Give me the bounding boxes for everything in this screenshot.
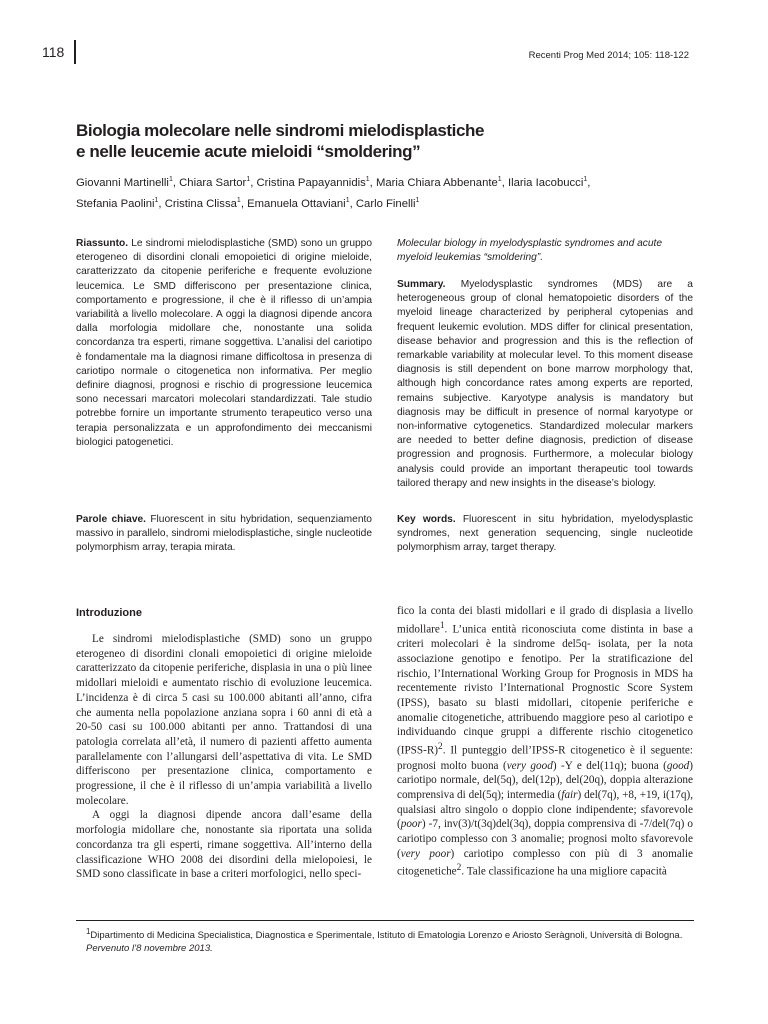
author: Giovanni Martinelli$^1$,: [76, 176, 180, 189]
footnote-divider: [76, 920, 694, 921]
body-paragraph: Le sindromi mielodisplastiche (SMD) sono un gruppo eterogeneo di disordini clonali emopoietici di origine mieloide caratterizzato da citopenie periferiche, displasia in una o più linee midollari mieloidi e aumentato rischio di evoluzione leucemica. L’incidenza è di circa 5 casi su 100.000 abitanti all’anno, cifra che aumenta nella popolazione anziana sopra i 60 anni di età a 20-50 casi su 100.000 abitanti per anno. Trattandosi di una patologia correlata all’età, il numero di pazienti affetto aumenta parallelamente con l’allungarsi dell’aspettativa di vita. Le SMD differiscono per presentazione clinica, comportamento e progressione, il che è il riflesso di un’ampia variabilità a livello molecolare.: [76, 633, 372, 807]
section-heading-introduction: Introduzione: [76, 607, 142, 619]
abstract-english-text: Myelodysplastic syndromes (MDS) are a heterogeneous group of clonal hematopoietic disorders of the myeloid lineage characterized by peripheral cytopenias and frequent leukemic evolution. MDS differ for clinical presentation, disease behavior and progression and this is the reflection of remarkable variability at molecular level. To this moment disease diagnosis is still dependent on bone marrow morphology that, although high concordance rates among experts are reported, remains subjective. Karyotype analysis is mandatory but diagnosis may be difficult in presence of normal karyotype or non-informative cytogenetics. Standardized molecular markers are needed to better define diagnosis, prediction of disease progression and prognosis. Furthermore, a molecular biology analysis could provide an important therapeutic tool towards tailored therapy and new insights in the disease’s biology.: [397, 279, 693, 489]
keywords-italian-text: Fluorescent in situ hybridation, sequenziamento massivo in parallelo, sindromi mielodisplastiche, single nucleotide polymorphism array, terapia mirata.: [76, 514, 372, 554]
keywords-italian-label: Parole chiave.: [76, 514, 146, 525]
article-title-line-2: e nelle leucemie acute mieloidi “smoldering”: [76, 142, 421, 161]
received-date: Pervenuto l’8 novembre 2013.: [86, 942, 213, 954]
author: Carlo Finelli$^1$: [355, 196, 420, 210]
author: Maria Chiara Abbenante$^1$,: [375, 176, 508, 189]
author: Emanuela Ottaviani$^1$,: [247, 196, 356, 210]
author: Cristina Clissa$^1$,: [164, 196, 248, 210]
body-column-right: [397, 604, 693, 880]
author: Ilaria Iacobucci$^1$,: [507, 176, 591, 189]
citation: 2: [438, 742, 443, 753]
citation: 1: [439, 620, 445, 631]
author: Chiara Sartor$^1$,: [179, 176, 257, 189]
abstract-italian-text: Le sindromi mielodisplastiche (SMD) sono un gruppo eterogeneo di disordini clonali emopoietici di origine mieloide, caratterizzato da citopenie periferiche e frequente evoluzione leucemica. Le SMD differiscono per presentazione clinica, comportamento e progressione, il che è il riflesso di un’ampia variabilità a livello molecolare. A oggi la diagnosi dipende ancora dalla morfologia midollare che, nonostante una solida concordanza tra esperti, rimane soggettiva. L’analisi del cariotipo è fondamentale ma la diagnosi rimane difficoltosa in presenza di cariotipo normale o citogenetica non informativa. Per meglio definire diagnosi, prognosi e rischio di progressione leucemica sono necessari marcatori molecolari standardizzati. Tale studio potrebbe fornire un importante strumento terapeutico verso una terapia personalizzata e un approfondimento dei meccanismi biologici patogenetici.: [76, 238, 372, 448]
affiliation-note: $^1$Dipartimento di Medicina Specialistica, Diagnostica e Sperimentale, Istituto di Ematologia Lorenzo e Ariosto Seràgnoli, Università di Bologna.: [86, 927, 683, 942]
author-list: [76, 171, 696, 213]
keywords-english-text: Fluorescent in situ hybridation, myelodysplastic syndromes, next generation sequencing, single nucleotide polymorphism array, target therapy.: [397, 514, 693, 554]
body-paragraph: A oggi la diagnosi dipende ancora dall’esame della morfologia midollare che, nonostante sia riportata una solida concordanza tra gli esperti, rimane soggettiva. All’interno della classificazione WHO 2008 dei disordini della mielopoiesi, le SMD sono classificate in base a criteri morfologici, nello speci-: [76, 809, 372, 881]
page-number: 118: [42, 44, 65, 60]
body-paragraph: fico la conta dei blasti midollari e il grado di displasia a livello midollare$^1$. L’unica entità riconosciuta come distinta in base a criteri molecolari è la sindrome del5q- isolata, per la nota associazione genotipo e fenotipo. Per la stratificazione del rischio, l’International Working Group for Prognosis in MDS ha recentemente rivisto l’International Prognostic Score System (IPSS), basato su blasti midollari, citopenie periferiche e anomalie citogenetiche, attribuendo maggiore peso al cariotipo e individuando cinque gruppi a differente rischio citogenetico (IPSS-R)$^2$. Il punteggio dell’IPSS-R citogenetico è il seguente: prognosi molto buona (very good) -Y e del(11q); buona (good) cariotipo normale, del(5q), del(12p), del(20q), doppia alterazione comprensiva di del(5q); intermedia (fair) del(7q), +8, +19, i(17q), qualsiasi altro singolo o doppio clone indipendente; sfavorevole (poor) -7, inv(3)/t(3q)del(3q), doppia comprensiva di -7/del(7q) o cariotipo complesso con 3 anomalie; prognosi molto sfavorevole (very poor) cariotipo complesso con più di 3 anomalie citogenetiche$^2$. Tale classificazione ha una migliore capacità: [397, 605, 693, 879]
footnote: [76, 926, 694, 955]
abstract-english-label: Summary.: [397, 279, 446, 290]
article-title: [76, 120, 676, 162]
english-title: Molecular biology in myelodysplastic syndromes and acute myeloid leukemias “smoldering”.: [397, 238, 663, 264]
citation: 2: [456, 863, 462, 874]
abstract-english: [397, 278, 693, 491]
article-title-line-1: Biologia molecolare nelle sindromi mielodisplastiche: [76, 121, 485, 140]
keywords-english: [397, 513, 693, 556]
author: Stefania Paolini$^1$,: [76, 196, 165, 210]
author: Cristina Papayannidis$^1$,: [256, 176, 376, 189]
keywords-english-label: Key words.: [397, 514, 456, 525]
page-number-rule: [74, 40, 76, 64]
body-column-left: [76, 632, 372, 882]
abstract-italian-label: Riassunto.: [76, 238, 129, 249]
keywords-italian: [76, 513, 372, 556]
journal-reference: Recenti Prog Med 2014; 105: 118-122: [528, 50, 689, 61]
abstract-italian: [76, 237, 372, 450]
